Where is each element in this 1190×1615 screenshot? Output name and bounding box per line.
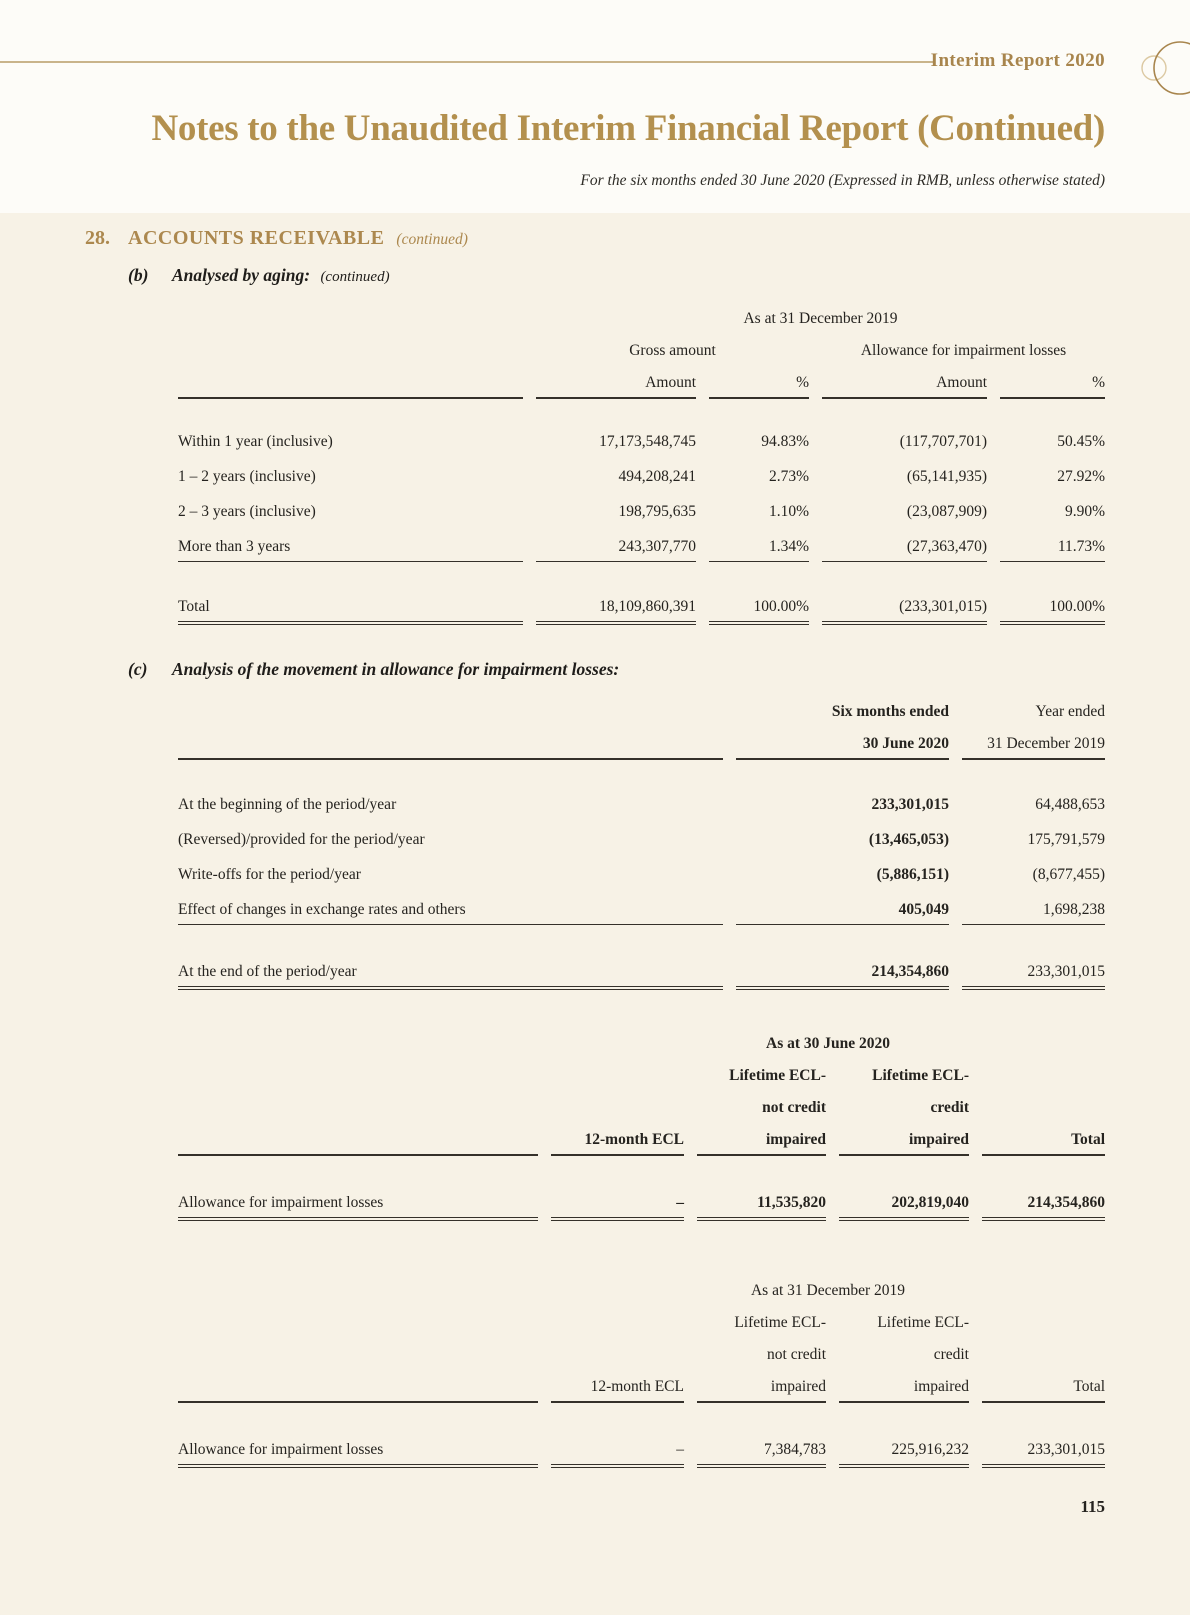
col-header: Lifetime ECL- xyxy=(734,1314,826,1332)
empty-cell xyxy=(178,1337,538,1369)
cell-value: 27.92% xyxy=(1057,468,1106,486)
empty-cell xyxy=(178,1305,538,1337)
cell-value: 7,384,783 xyxy=(697,1429,826,1468)
cell-value: 94.83% xyxy=(761,433,809,451)
empty-cell xyxy=(178,365,523,399)
col-header: impaired xyxy=(839,1122,969,1156)
cell-value: 243,307,770 xyxy=(536,526,696,562)
col-header: impaired xyxy=(697,1369,826,1403)
total-row xyxy=(178,951,1105,990)
col-header-current: Six months ended xyxy=(831,703,949,721)
total-label: At the end of the period/year xyxy=(178,951,723,990)
cell-value: 1,698,238 xyxy=(962,889,1105,925)
table-row xyxy=(178,1273,1105,1305)
table-row xyxy=(178,1026,1105,1058)
table-row xyxy=(178,333,1105,365)
subsection-b-continued: (continued) xyxy=(320,269,390,285)
table-row xyxy=(178,1429,1105,1468)
group-header-gross: Gross amount xyxy=(629,342,716,360)
subsection-b-label: (b) xyxy=(128,265,149,285)
empty-cell xyxy=(178,726,723,760)
col-header: credit xyxy=(930,1099,969,1117)
cell-value: 11,535,820 xyxy=(697,1182,826,1221)
period-header: As at 31 December 2019 xyxy=(750,1282,906,1300)
empty-cell xyxy=(982,1337,1105,1369)
cell-value: (8,677,455) xyxy=(1032,866,1105,884)
period-header: As at 30 June 2020 xyxy=(766,1035,891,1053)
cell-value: – xyxy=(551,1182,684,1221)
total-value: 100.00% xyxy=(1000,586,1105,625)
empty-cell xyxy=(178,1058,538,1090)
table-row xyxy=(178,889,1105,925)
aging-table-wrap xyxy=(178,301,1105,625)
cell-value: 225,916,232 xyxy=(839,1429,969,1468)
row-label: Write-offs for the period/year xyxy=(178,866,361,884)
spacer-row xyxy=(178,399,1105,421)
total-label: Total xyxy=(178,586,523,625)
cell-value: 11.73% xyxy=(1000,526,1105,562)
empty-cell xyxy=(178,1369,538,1403)
section-heading xyxy=(85,213,1190,250)
spacer-cell xyxy=(178,925,1105,951)
col-header: impaired xyxy=(839,1369,969,1403)
ecl-2019-table xyxy=(165,1273,1118,1468)
empty-cell xyxy=(551,1090,684,1122)
page-header xyxy=(0,0,1190,213)
cell-value: 202,819,040 xyxy=(839,1182,969,1221)
empty-cell xyxy=(982,1090,1105,1122)
spacer-cell xyxy=(178,1156,1105,1182)
col-header-amount: Amount xyxy=(822,365,987,399)
col-header-prior: Year ended xyxy=(1035,703,1105,721)
col-header-12m: 12-month ECL xyxy=(551,1369,684,1403)
spacer-cell xyxy=(178,760,1105,784)
table-row xyxy=(178,854,1105,889)
col-header: impaired xyxy=(697,1122,826,1156)
header-divider xyxy=(0,61,933,63)
row-label: 1 – 2 years (inclusive) xyxy=(178,468,316,486)
table-row xyxy=(178,456,1105,491)
col-header-pct: % xyxy=(1000,365,1105,399)
period-header: As at 31 December 2019 xyxy=(743,310,898,328)
empty-cell xyxy=(178,1026,538,1058)
row-label: Allowance for impairment losses xyxy=(178,1182,538,1221)
spacer-cell xyxy=(178,562,1105,586)
cell-value: 214,354,860 xyxy=(982,1182,1105,1221)
column-header-row xyxy=(178,694,1105,726)
cell-value: (27,363,470) xyxy=(822,526,987,562)
col-header: not credit xyxy=(762,1099,826,1117)
total-value: (233,301,015) xyxy=(822,586,987,625)
section-number: 28. xyxy=(85,227,110,249)
row-label: (Reversed)/provided for the period/year xyxy=(178,831,425,849)
empty-cell xyxy=(178,1122,538,1156)
col-header-current-date: 30 June 2020 xyxy=(736,726,949,760)
cell-value: 494,208,241 xyxy=(618,468,696,486)
ecl-2019-table-wrap xyxy=(178,1273,1105,1468)
cell-value: (117,707,701) xyxy=(899,433,987,451)
cell-value: (23,087,909) xyxy=(906,503,987,521)
col-header-total: Total xyxy=(982,1369,1105,1403)
empty-cell xyxy=(551,1337,684,1369)
spacer-row xyxy=(178,925,1105,951)
col-header-amount: Amount xyxy=(536,365,696,399)
empty-cell xyxy=(178,694,723,726)
spacer-row xyxy=(178,562,1105,586)
row-label: Allowance for impairment losses xyxy=(178,1429,538,1468)
cell-value: (13,465,053) xyxy=(868,831,949,849)
page-title: Notes to the Unaudited Interim Financial Report (Continued) xyxy=(151,108,1105,149)
table-row xyxy=(178,1090,1105,1122)
cell-value: 17,173,548,745 xyxy=(599,433,696,451)
spacer-row xyxy=(178,1403,1105,1429)
row-label: More than 3 years xyxy=(178,526,523,562)
empty-cell xyxy=(551,1305,684,1337)
total-row xyxy=(178,586,1105,625)
total-value: 214,354,860 xyxy=(736,951,949,990)
empty-cell xyxy=(551,1058,684,1090)
cell-value: 1.10% xyxy=(768,503,809,521)
cell-value: 175,791,579 xyxy=(1027,831,1105,849)
table-row xyxy=(178,1182,1105,1221)
table-row xyxy=(178,1058,1105,1090)
col-header-pct: % xyxy=(709,365,809,399)
cell-value: 2.73% xyxy=(768,468,809,486)
total-value: 18,109,860,391 xyxy=(536,586,696,625)
row-label: At the beginning of the period/year xyxy=(178,796,397,814)
subsection-c-label: (c) xyxy=(128,659,148,679)
ecl-2020-table-wrap xyxy=(178,1026,1105,1221)
movement-table-wrap xyxy=(178,694,1105,990)
spacer-cell xyxy=(178,399,1105,421)
empty-cell xyxy=(982,1305,1105,1337)
cell-value: 50.45% xyxy=(1057,433,1106,451)
spacer-row xyxy=(178,760,1105,784)
page-number: 115 xyxy=(1080,1497,1105,1516)
column-header-row xyxy=(178,1369,1105,1403)
cell-value: 9.90% xyxy=(1064,503,1106,521)
table-row xyxy=(178,784,1105,819)
col-header-prior-date: 31 December 2019 xyxy=(962,726,1105,760)
table-row xyxy=(178,421,1105,456)
total-value: 233,301,015 xyxy=(962,951,1105,990)
empty-cell xyxy=(178,1273,538,1305)
table-row xyxy=(178,1305,1105,1337)
group-header-allowance: Allowance for impairment losses xyxy=(860,342,1067,360)
row-label: 2 – 3 years (inclusive) xyxy=(178,503,316,521)
subsection-c-heading xyxy=(128,659,1190,680)
col-header-total: Total xyxy=(982,1122,1105,1156)
empty-cell xyxy=(178,333,523,365)
page-subtitle: For the six months ended 30 June 2020 (Expressed in RMB, unless otherwise stated) xyxy=(580,172,1105,189)
column-header-row xyxy=(178,1122,1105,1156)
cell-value: 233,301,015 xyxy=(982,1429,1105,1468)
col-header: not credit xyxy=(767,1346,826,1364)
empty-cell xyxy=(982,1058,1105,1090)
spacer-row xyxy=(178,1156,1105,1182)
empty-cell xyxy=(178,1090,538,1122)
col-header: Lifetime ECL- xyxy=(729,1067,826,1085)
cell-value: (5,886,151) xyxy=(876,866,949,884)
row-label: Effect of changes in exchange rates and others xyxy=(178,889,723,925)
cell-value: (65,141,935) xyxy=(906,468,987,486)
column-header-row xyxy=(178,726,1105,760)
cell-value: 64,488,653 xyxy=(1035,796,1105,814)
cell-value: 198,795,635 xyxy=(618,503,696,521)
table-row xyxy=(178,1337,1105,1369)
col-header: credit xyxy=(933,1346,969,1364)
empty-cell xyxy=(178,301,523,333)
cell-value: 405,049 xyxy=(736,889,949,925)
table-row xyxy=(178,526,1105,562)
table-row xyxy=(178,819,1105,854)
report-label: Interim Report 2020 xyxy=(930,50,1105,71)
cell-value: 233,301,015 xyxy=(871,796,949,814)
col-header-12m: 12-month ECL xyxy=(551,1122,684,1156)
section-continued: (continued) xyxy=(396,231,468,248)
movement-table xyxy=(165,694,1118,990)
ecl-2020-table xyxy=(165,1026,1118,1221)
section-title: ACCOUNTS RECEIVABLE xyxy=(128,227,385,249)
subsection-b-heading xyxy=(128,265,1190,286)
aging-table xyxy=(165,301,1118,625)
subsection-b-title: Analysed by aging: xyxy=(172,265,311,285)
table-row xyxy=(178,301,1105,333)
total-value: 100.00% xyxy=(709,586,809,625)
cell-value: – xyxy=(551,1429,684,1468)
table-row xyxy=(178,491,1105,526)
column-header-row xyxy=(178,365,1105,399)
subsection-c-title: Analysis of the movement in allowance for impairment losses: xyxy=(172,659,620,679)
content-area xyxy=(0,213,1190,1615)
col-header: Lifetime ECL- xyxy=(877,1314,969,1332)
decorative-circles-icon xyxy=(1075,22,1190,117)
spacer-cell xyxy=(178,1403,1105,1429)
row-label: Within 1 year (inclusive) xyxy=(178,433,333,451)
col-header: Lifetime ECL- xyxy=(872,1067,969,1085)
cell-value: 1.34% xyxy=(709,526,809,562)
